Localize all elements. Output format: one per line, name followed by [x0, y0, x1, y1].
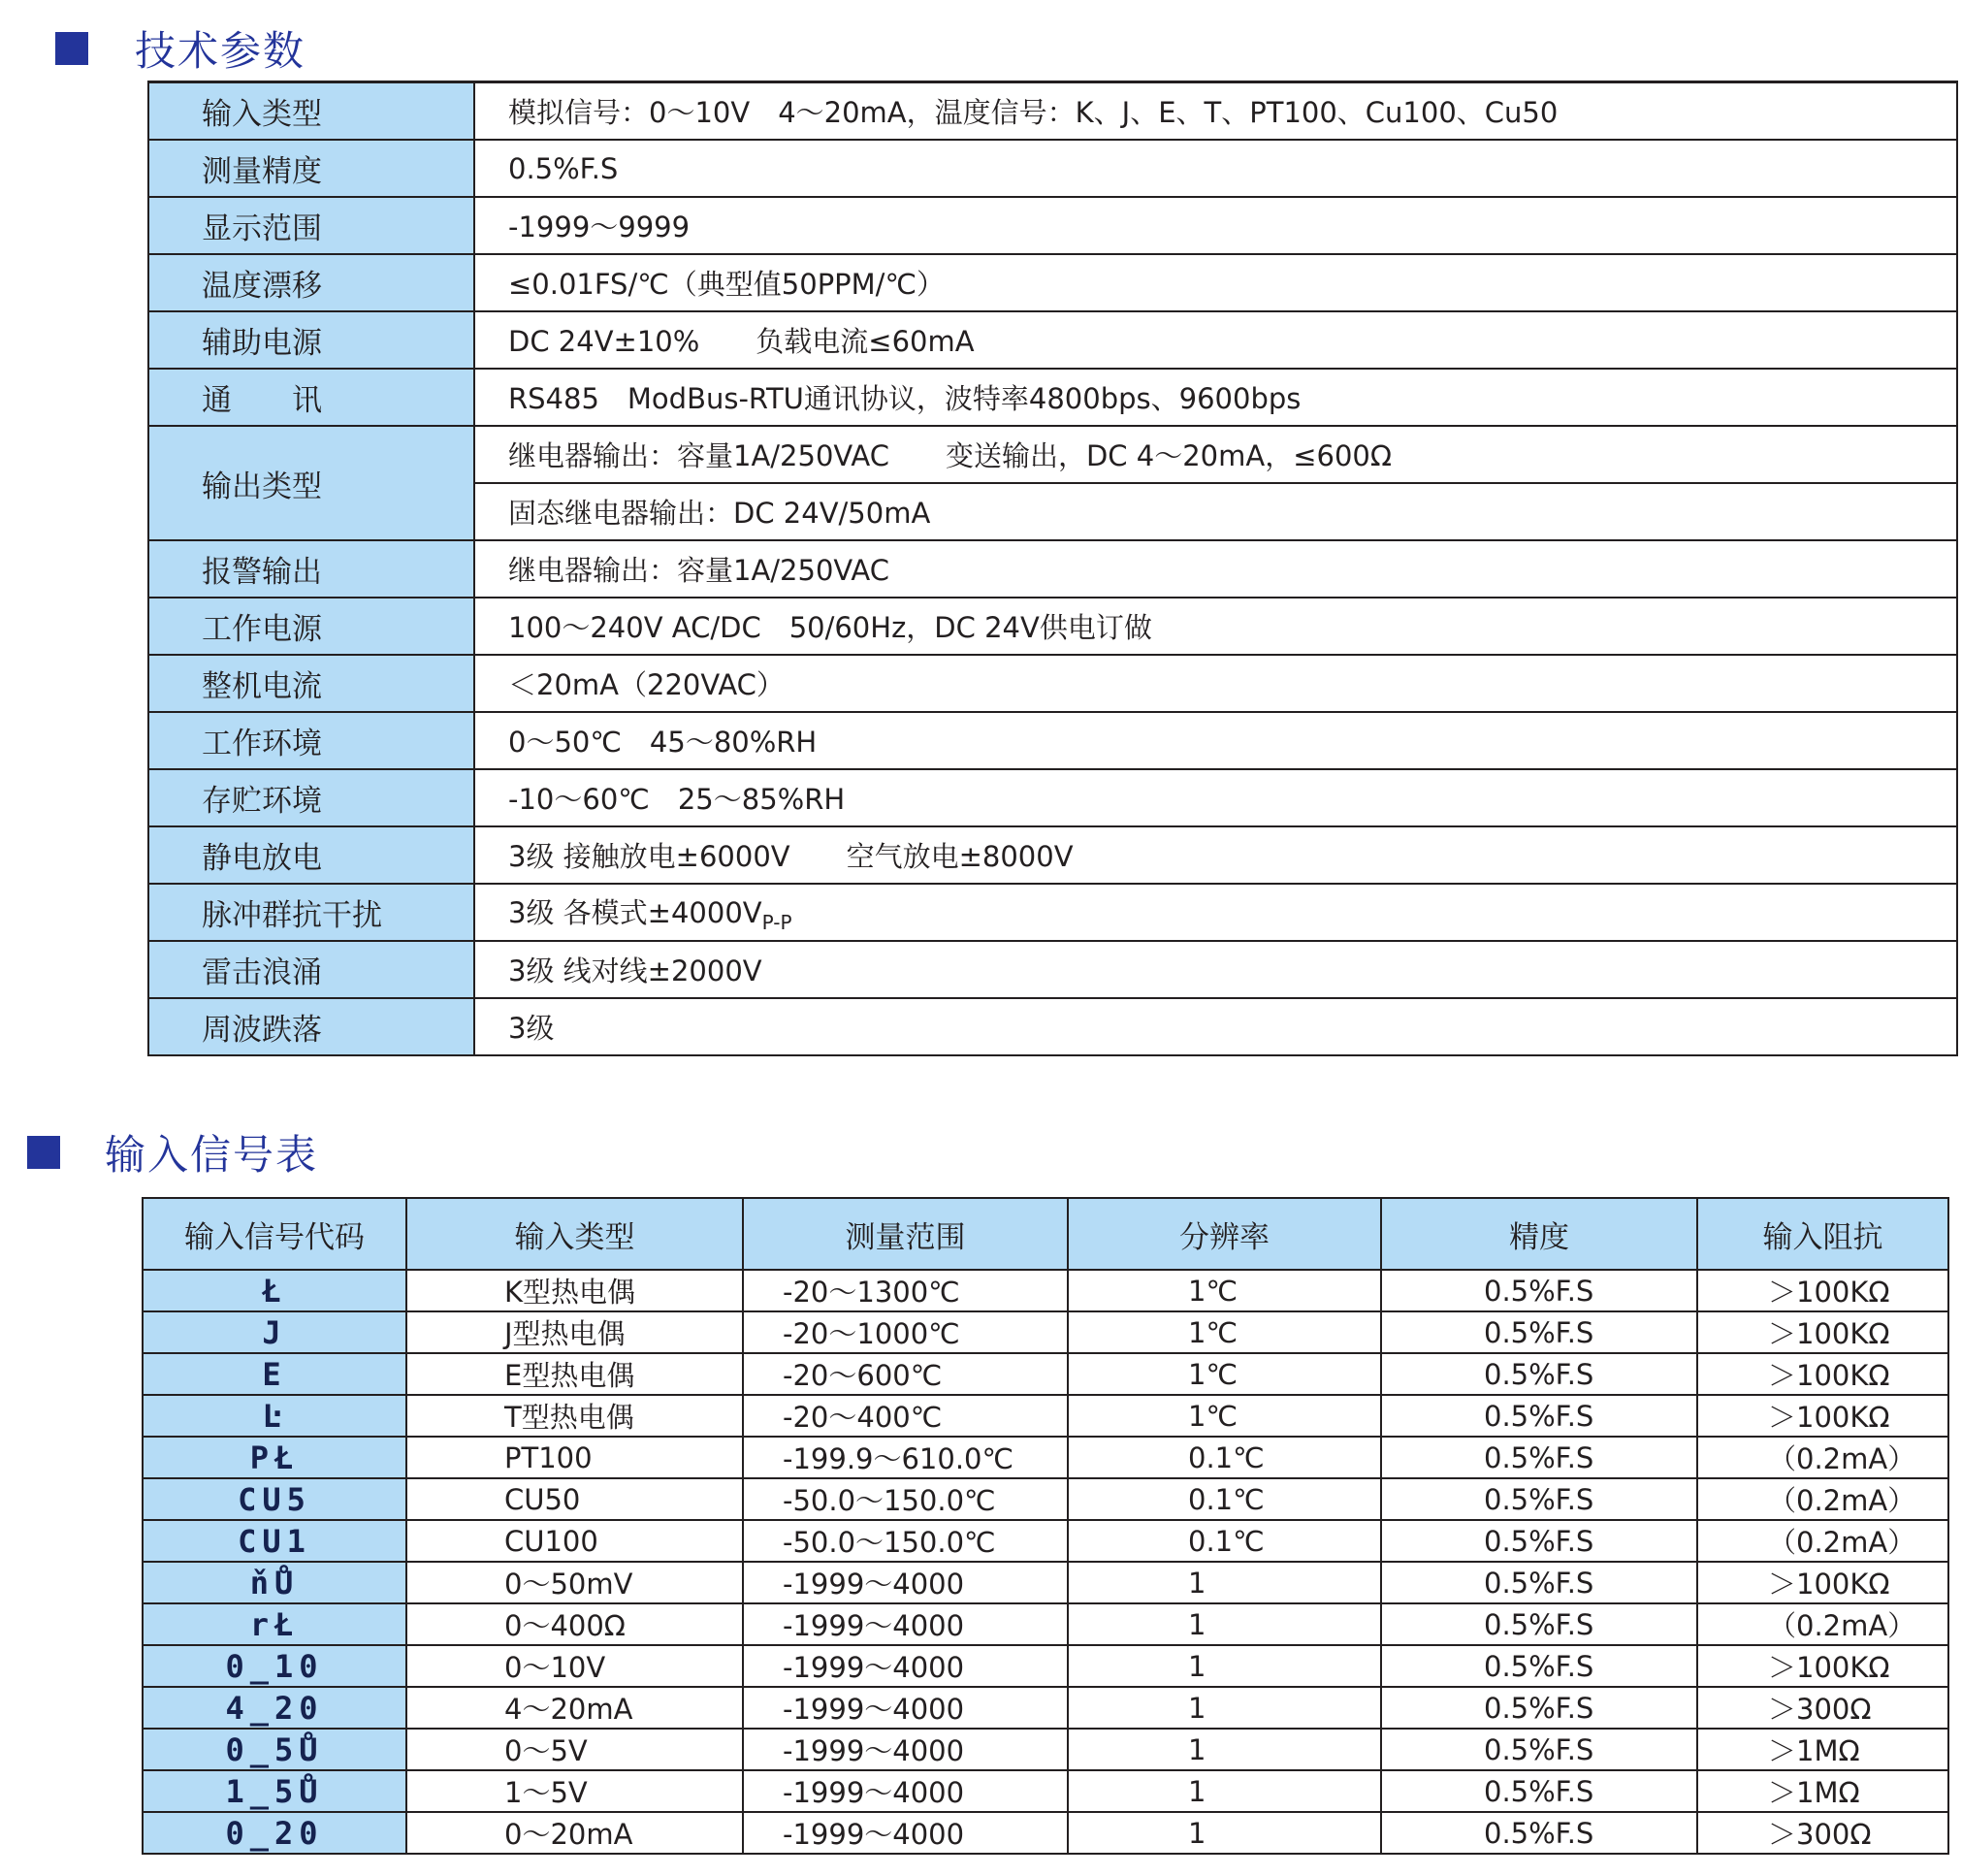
header-resolution: 分辨率	[1068, 1198, 1381, 1270]
measure-range-cell: -1999～4000	[743, 1687, 1068, 1729]
input-type-cell: 4～20mA	[406, 1687, 743, 1729]
spec-row	[148, 598, 1957, 655]
spec-label: 输入类型	[148, 82, 474, 141]
table-row	[143, 1729, 1948, 1770]
table-row	[143, 1478, 1948, 1520]
signal-code-cell	[143, 1729, 406, 1770]
input-type-cell: T型热电偶	[406, 1395, 743, 1437]
accuracy-cell: 0.5%F.S	[1381, 1395, 1697, 1437]
section-title-text: 技术参数	[135, 27, 306, 75]
measure-range-cell: -1999～4000	[743, 1770, 1068, 1812]
accuracy-cell: 0.5%F.S	[1381, 1729, 1697, 1770]
accuracy-cell: 0.5%F.S	[1381, 1562, 1697, 1603]
input-impedance-cell: ＞1MΩ	[1697, 1729, 1948, 1770]
measure-range-cell: -199.9～610.0℃	[743, 1437, 1068, 1478]
input-impedance-cell: ＞1MΩ	[1697, 1770, 1948, 1812]
spec-row	[148, 82, 1957, 141]
spec-value: 3级 接触放电±6000V 空气放电±8000V	[474, 826, 1957, 884]
table-row	[143, 1437, 1948, 1478]
table-row	[143, 1770, 1948, 1812]
resolution-cell: 1℃	[1068, 1353, 1381, 1395]
resolution-cell: 1	[1068, 1770, 1381, 1812]
segment-code: 1_5Ů	[225, 1772, 324, 1810]
input-impedance-cell: （0.2mA）	[1697, 1520, 1948, 1562]
segment-code: 0_20	[225, 1814, 324, 1852]
resolution-cell: 1℃	[1068, 1270, 1381, 1311]
segment-code: Ŀ	[262, 1397, 287, 1435]
spec-value: ≤0.01FS/℃（典型值50PPM/℃）	[474, 254, 1957, 311]
measure-range-cell: -1999～4000	[743, 1562, 1068, 1603]
spec-label: 温度漂移	[148, 254, 474, 311]
spec-value-main: 3级 各模式±4000V	[508, 895, 762, 929]
header-range: 测量范围	[743, 1198, 1068, 1270]
input-type-cell: 0～5V	[406, 1729, 743, 1770]
measure-range-cell: -1999～4000	[743, 1812, 1068, 1854]
table-row	[143, 1311, 1948, 1353]
spec-row	[148, 540, 1957, 598]
input-impedance-cell: （0.2mA）	[1697, 1478, 1948, 1520]
segment-code: J	[262, 1313, 287, 1351]
spec-label: 脉冲群抗干扰	[148, 884, 474, 941]
measure-range-cell: -1999～4000	[743, 1603, 1068, 1645]
spec-row	[148, 655, 1957, 712]
measure-range-cell: -20～1000℃	[743, 1311, 1068, 1353]
accuracy-cell: 0.5%F.S	[1381, 1311, 1697, 1353]
resolution-cell: 0.1℃	[1068, 1478, 1381, 1520]
table-row	[143, 1687, 1948, 1729]
input-impedance-cell: ＞300Ω	[1697, 1687, 1948, 1729]
measure-range-cell: -20～1300℃	[743, 1270, 1068, 1311]
signal-code-cell	[143, 1437, 406, 1478]
segment-code: Ł	[262, 1272, 287, 1310]
accuracy-cell: 0.5%F.S	[1381, 1645, 1697, 1687]
accuracy-cell: 0.5%F.S	[1381, 1812, 1697, 1854]
spec-value: -10～60℃ 25～85%RH	[474, 769, 1957, 826]
input-impedance-cell: ＞100KΩ	[1697, 1562, 1948, 1603]
signal-code-cell	[143, 1311, 406, 1353]
measure-range-cell: -50.0～150.0℃	[743, 1520, 1068, 1562]
signal-code-cell	[143, 1770, 406, 1812]
spec-label: 工作电源	[148, 598, 474, 655]
signal-code-cell	[143, 1562, 406, 1603]
table-row	[143, 1645, 1948, 1687]
signal-code-cell	[143, 1353, 406, 1395]
spec-row	[148, 254, 1957, 311]
input-type-cell: PT100	[406, 1437, 743, 1478]
header-impedance: 输入阻抗	[1697, 1198, 1948, 1270]
signal-code-cell	[143, 1603, 406, 1645]
input-type-cell: E型热电偶	[406, 1353, 743, 1395]
resolution-cell: 1	[1068, 1687, 1381, 1729]
segment-code: 4_20	[225, 1689, 324, 1727]
spec-label: 测量精度	[148, 140, 474, 197]
spec-label: 报警输出	[148, 540, 474, 598]
spec-row	[148, 140, 1957, 197]
resolution-cell: 1℃	[1068, 1395, 1381, 1437]
spec-row	[148, 426, 1957, 483]
input-impedance-cell: ＞100KΩ	[1697, 1270, 1948, 1311]
input-type-cell: 0～400Ω	[406, 1603, 743, 1645]
segment-code: CU5	[238, 1480, 311, 1518]
input-type-cell: 0～10V	[406, 1645, 743, 1687]
spec-value: 固态继电器输出：DC 24V/50mA	[474, 483, 1957, 540]
table-header-row	[143, 1198, 1948, 1270]
accuracy-cell: 0.5%F.S	[1381, 1478, 1697, 1520]
spec-label: 雷击浪涌	[148, 941, 474, 998]
spec-label: 工作环境	[148, 712, 474, 769]
tech-params-table	[147, 81, 1958, 1056]
spec-value: ＜20mA（220VAC）	[474, 655, 1957, 712]
table-row	[143, 1395, 1948, 1437]
input-type-cell: K型热电偶	[406, 1270, 743, 1311]
spec-label: 存贮环境	[148, 769, 474, 826]
input-type-cell: CU50	[406, 1478, 743, 1520]
measure-range-cell: -50.0～150.0℃	[743, 1478, 1068, 1520]
section-title-tech-params	[55, 19, 306, 78]
spec-label: 整机电流	[148, 655, 474, 712]
input-signal-table	[142, 1197, 1949, 1855]
segment-code: E	[262, 1355, 287, 1393]
input-type-cell: 0～20mA	[406, 1812, 743, 1854]
spec-row	[148, 712, 1957, 769]
resolution-cell: 1	[1068, 1603, 1381, 1645]
accuracy-cell: 0.5%F.S	[1381, 1687, 1697, 1729]
spec-value: 0.5%F.S	[474, 140, 1957, 197]
measure-range-cell: -20～400℃	[743, 1395, 1068, 1437]
segment-code: ňŮ	[249, 1564, 300, 1601]
resolution-cell: 1	[1068, 1562, 1381, 1603]
table-row	[143, 1562, 1948, 1603]
input-type-cell: 0～50mV	[406, 1562, 743, 1603]
spec-row	[148, 369, 1957, 426]
accuracy-cell: 0.5%F.S	[1381, 1770, 1697, 1812]
resolution-cell: 1	[1068, 1729, 1381, 1770]
input-type-cell: J型热电偶	[406, 1311, 743, 1353]
spec-value: -1999～9999	[474, 197, 1957, 254]
input-impedance-cell: ＞100KΩ	[1697, 1645, 1948, 1687]
signal-code-cell	[143, 1270, 406, 1311]
signal-code-cell	[143, 1687, 406, 1729]
spec-value-subscript: P-P	[761, 910, 792, 934]
signal-code-cell	[143, 1645, 406, 1687]
section-title-text: 输入信号表	[105, 1131, 319, 1179]
header-type: 输入类型	[406, 1198, 743, 1270]
spec-row	[148, 998, 1957, 1055]
spec-value: DC 24V±10% 负载电流≤60mA	[474, 311, 1957, 369]
spec-row	[148, 311, 1957, 369]
measure-range-cell: -1999～4000	[743, 1729, 1068, 1770]
table-row	[143, 1603, 1948, 1645]
spec-label: 静电放电	[148, 826, 474, 884]
accuracy-cell: 0.5%F.S	[1381, 1603, 1697, 1645]
accuracy-cell: 0.5%F.S	[1381, 1270, 1697, 1311]
spec-value: 100～240V AC/DC 50/60Hz，DC 24V供电订做	[474, 598, 1957, 655]
resolution-cell: 0.1℃	[1068, 1520, 1381, 1562]
header-accuracy: 精度	[1381, 1198, 1697, 1270]
spec-row	[148, 197, 1957, 254]
input-impedance-cell: ＞300Ω	[1697, 1812, 1948, 1854]
signal-code-cell	[143, 1520, 406, 1562]
spec-value	[474, 884, 1957, 941]
spec-value: RS485 ModBus-RTU通讯协议，波特率4800bps、9600bps	[474, 369, 1957, 426]
measure-range-cell: -20～600℃	[743, 1353, 1068, 1395]
input-impedance-cell: ＞100KΩ	[1697, 1395, 1948, 1437]
segment-code: 0_10	[225, 1647, 324, 1685]
spec-label: 辅助电源	[148, 311, 474, 369]
spec-row	[148, 769, 1957, 826]
signal-code-cell	[143, 1812, 406, 1854]
table-row	[143, 1812, 1948, 1854]
input-type-cell: 1～5V	[406, 1770, 743, 1812]
spec-label: 显示范围	[148, 197, 474, 254]
table-row	[143, 1353, 1948, 1395]
input-impedance-cell: ＞100KΩ	[1697, 1311, 1948, 1353]
spec-row	[148, 826, 1957, 884]
header-code: 输入信号代码	[143, 1198, 406, 1270]
section-title-input-signal	[27, 1123, 318, 1181]
square-bullet-icon	[27, 1136, 60, 1169]
spec-value: 0～50℃ 45～80%RH	[474, 712, 1957, 769]
measure-range-cell: -1999～4000	[743, 1645, 1068, 1687]
input-impedance-cell: （0.2mA）	[1697, 1603, 1948, 1645]
resolution-cell: 1	[1068, 1812, 1381, 1854]
accuracy-cell: 0.5%F.S	[1381, 1437, 1697, 1478]
spec-value: 继电器输出：容量1A/250VAC 变送输出，DC 4～20mA，≤600Ω	[474, 426, 1957, 483]
spec-value: 3级 线对线±2000V	[474, 941, 1957, 998]
signal-table-body	[143, 1270, 1948, 1854]
signal-code-cell	[143, 1395, 406, 1437]
spec-row	[148, 884, 1957, 941]
table-row	[143, 1520, 1948, 1562]
accuracy-cell: 0.5%F.S	[1381, 1353, 1697, 1395]
spec-value: 继电器输出：容量1A/250VAC	[474, 540, 1957, 598]
segment-code: CU1	[238, 1522, 311, 1560]
spec-label: 周波跌落	[148, 998, 474, 1055]
segment-code: rŁ	[249, 1605, 300, 1643]
table-row	[143, 1270, 1948, 1311]
resolution-cell: 1℃	[1068, 1311, 1381, 1353]
square-bullet-icon	[55, 32, 88, 65]
resolution-cell: 1	[1068, 1645, 1381, 1687]
spec-row	[148, 941, 1957, 998]
spec-label: 输出类型	[148, 426, 474, 540]
signal-code-cell	[143, 1478, 406, 1520]
accuracy-cell: 0.5%F.S	[1381, 1520, 1697, 1562]
spec-label: 通 讯	[148, 369, 474, 426]
input-type-cell: CU100	[406, 1520, 743, 1562]
spec-value: 模拟信号：0～10V 4～20mA，温度信号：K、J、E、T、PT100、Cu100、Cu50	[474, 82, 1957, 141]
spec-value: 3级	[474, 998, 1957, 1055]
segment-code: 0_5Ů	[225, 1730, 324, 1768]
segment-code: PŁ	[249, 1439, 300, 1476]
resolution-cell: 0.1℃	[1068, 1437, 1381, 1478]
input-impedance-cell: （0.2mA）	[1697, 1437, 1948, 1478]
input-impedance-cell: ＞100KΩ	[1697, 1353, 1948, 1395]
